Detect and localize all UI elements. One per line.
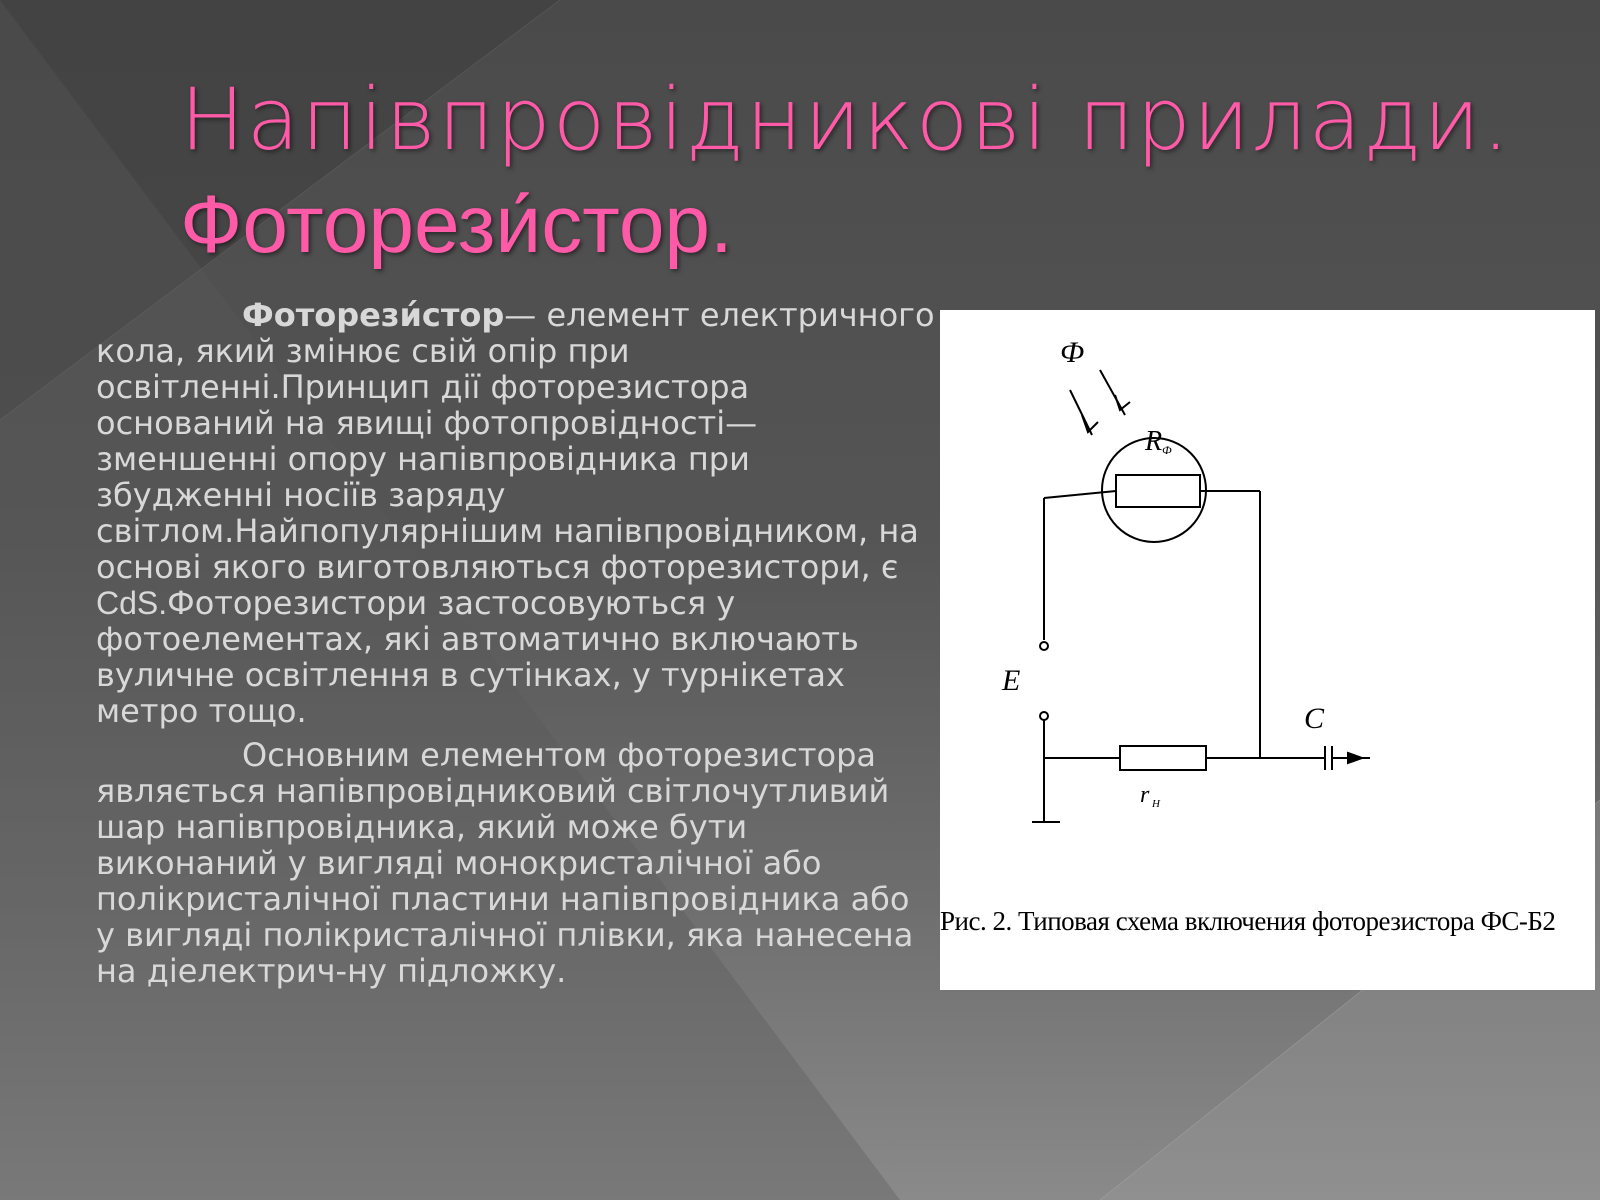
label-flux: Ф [1060,336,1085,369]
label-source: E [1002,664,1021,697]
terminal-bottom [1040,712,1048,720]
wire-to-resistor-left [1044,491,1116,498]
light-arrow-1-head [1115,395,1130,410]
terminal-top [1040,642,1048,650]
circuit-diagram [940,310,1595,990]
label-load-sub: Н [1152,798,1160,810]
body-text [96,297,936,989]
paragraph-definition [96,297,936,729]
figure-caption: Рис. 2. Типовая схема включения фоторезистора ФС-Б2 [940,906,1556,936]
slide-title [180,70,1580,280]
paragraph-structure [96,737,936,989]
paragraph-2-text: Основним елементом фоторезистора являється напівпровідниковий світлочутливий шар напівпровідника, який може бути виконаний у вигляді монокристалічної або полікристалічної пластини напівпровідника або у вигляді полікристалічної плівки, яка нанесена на діелектрич-ну підложку. [96,736,914,990]
circuit-figure [940,310,1595,990]
load-resistor [1120,746,1206,770]
formula-cds: CdS. [96,585,168,621]
term-photoresistor: Фоторези́стор [242,296,505,334]
label-capacitor: C [1304,702,1325,735]
title-line-2: Фоторези́стор. [180,179,733,270]
label-load: r [1140,782,1150,808]
photoresistor-body [1116,475,1200,507]
paragraph-1-text: — елемент електричного кола, який змінює свій опір при освітленні.Принцип дії фоторезистора оснований на явищі фотопровідності—зменшенні опору напівпровідника при збудженні носіїв заряду світлом.Найпопулярнішим напівпровідником, на основі якого виготовляються фоторезистори, є [96,296,935,586]
title-line-1: Напівпровідникові прилади. [180,70,1512,170]
light-arrow-2 [1070,390,1092,435]
label-photoresistor-sub: Ф [1162,443,1172,457]
paragraph-1-text-cont: Фоторезистори застосовуються у фотоелементах, які автоматично включають вуличне освітлення в сутінках, у турнікетах метро тощо. [96,584,859,730]
label-photoresistor: R [1145,426,1163,457]
output-arrow [1348,753,1362,763]
